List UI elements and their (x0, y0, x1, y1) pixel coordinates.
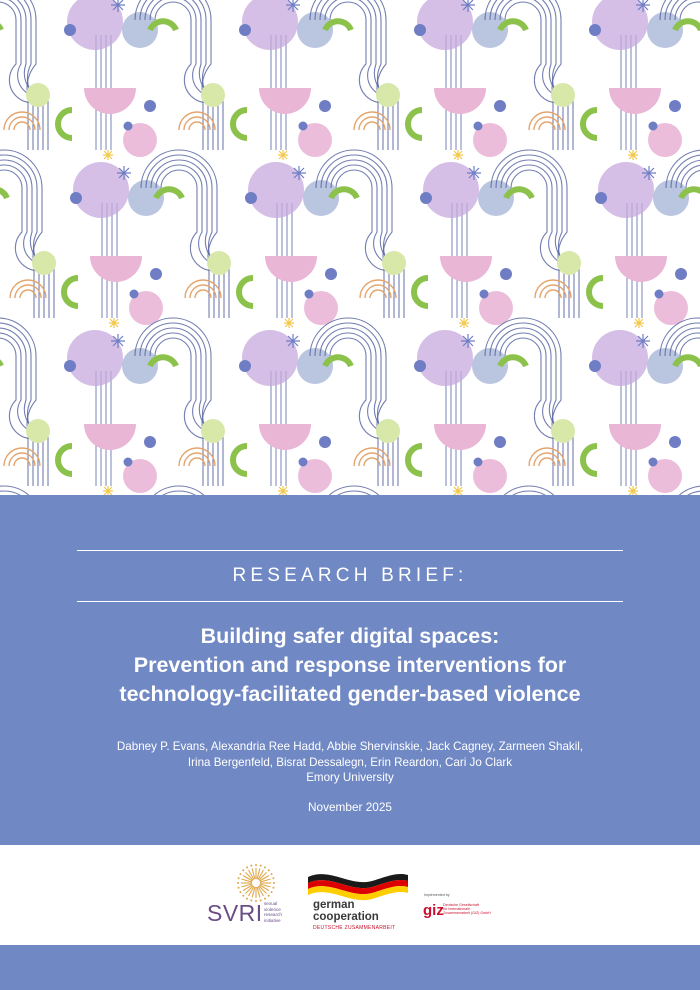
lime-circle (376, 83, 400, 107)
green-arc (408, 446, 422, 474)
green-arc (58, 446, 72, 474)
orange-arc (365, 285, 391, 298)
sparkle-icon (628, 486, 638, 495)
title-line: technology-facilitated gender-based violence (119, 682, 581, 706)
navy-dot (474, 458, 483, 467)
lime-circle (32, 251, 56, 275)
lime-circle (382, 251, 406, 275)
footer-bar (0, 945, 700, 990)
pink-half-circle (265, 256, 317, 282)
green-arc (233, 446, 247, 474)
title-band (0, 495, 700, 845)
gc-wordmark-line1: german (313, 899, 355, 911)
gc-subline: DEUTSCHE ZUSAMMENARBEIT (313, 925, 396, 931)
sparkle-icon (292, 166, 306, 180)
navy-dot (494, 100, 506, 112)
navy-dot (124, 122, 133, 131)
lavender-circle (67, 0, 123, 50)
orange-arc (359, 117, 385, 130)
lavender-circle (242, 0, 298, 50)
orange-arc (540, 285, 566, 298)
navy-dot (64, 24, 76, 36)
line-swirl (315, 323, 383, 486)
pink-half-circle (434, 88, 486, 114)
pattern-tile (485, 318, 700, 495)
green-arc (64, 278, 78, 306)
sparkle-icon (461, 334, 475, 348)
green-arc (150, 357, 176, 366)
sparkle-icon (628, 150, 638, 160)
sparkle-icon (459, 318, 469, 328)
green-arc (0, 21, 1, 30)
divider-top (77, 550, 623, 551)
pattern-tile (310, 318, 526, 495)
orange-arc (534, 453, 560, 466)
green-arc (589, 278, 603, 306)
sparkle-icon (278, 150, 288, 160)
lavender-circle (592, 0, 648, 50)
sparkle-icon (467, 166, 481, 180)
navy-dot (669, 436, 681, 448)
svri-wordmark: SVRI (207, 900, 263, 926)
pink-half-circle (84, 424, 136, 450)
sparkle-icon (453, 150, 463, 160)
line-swirl (146, 155, 214, 318)
navy-dot (500, 268, 512, 280)
pink-half-circle (259, 424, 311, 450)
green-arc (506, 189, 532, 198)
pattern-tile (0, 486, 182, 495)
pattern-tile (0, 0, 176, 160)
sparkle-icon (103, 150, 113, 160)
giz-name: Deutsche Gesellschaft für Internationale Zusammenarbeit (GIZ) GmbH (443, 903, 491, 916)
green-arc (0, 357, 1, 366)
divider-bottom (77, 601, 623, 602)
orange-arc (9, 117, 35, 130)
navy-dot (144, 436, 156, 448)
navy-dot (130, 290, 139, 299)
sparkle-icon (109, 318, 119, 328)
title-line: Prevention and response interventions for (133, 653, 567, 677)
line-swirl (321, 155, 389, 318)
navy-dot (474, 122, 483, 131)
line-swirl (490, 323, 558, 486)
green-arc (681, 189, 700, 198)
svri-tagline: sexual violence research initiative (264, 901, 282, 923)
green-arc (331, 189, 357, 198)
pink-half-circle (609, 88, 661, 114)
document-kicker: RESEARCH BRIEF: (232, 565, 468, 586)
orange-arc (534, 117, 560, 130)
lime-circle (201, 419, 225, 443)
sparkle-icon (284, 318, 294, 328)
line-swirl (0, 328, 38, 486)
navy-dot (595, 192, 607, 204)
navy-dot (420, 192, 432, 204)
navy-dot (319, 436, 331, 448)
navy-dot (305, 290, 314, 299)
navy-dot (64, 360, 76, 372)
navy-dot (589, 24, 601, 36)
pattern-tile (0, 318, 1, 495)
green-arc (150, 21, 176, 30)
green-arc (239, 278, 253, 306)
pattern-tile (135, 318, 351, 495)
green-arc (325, 357, 351, 366)
pattern-tile (491, 150, 700, 328)
navy-dot (239, 360, 251, 372)
pattern-tile (316, 150, 532, 328)
lime-circle (376, 419, 400, 443)
navy-dot (480, 290, 489, 299)
navy-dot (299, 122, 308, 131)
green-arc (58, 110, 72, 138)
green-arc (583, 110, 597, 138)
navy-dot (144, 100, 156, 112)
green-arc (156, 189, 182, 198)
pink-half-circle (434, 424, 486, 450)
green-arc (583, 446, 597, 474)
pattern-tile (0, 0, 1, 160)
navy-dot (414, 24, 426, 36)
pattern-tile (141, 150, 357, 328)
navy-dot (124, 458, 133, 467)
green-arc (408, 110, 422, 138)
orange-arc (359, 453, 385, 466)
pink-half-circle (615, 256, 667, 282)
green-arc (675, 357, 700, 366)
navy-dot (239, 24, 251, 36)
line-swirl (496, 155, 564, 318)
orange-arc (184, 453, 210, 466)
author-line: Irina Bergenfeld, Bisrat Dessalegn, Erin Reardon, Cari Jo Clark (187, 755, 513, 769)
pattern-tile (0, 150, 7, 328)
sparkle-icon (642, 166, 656, 180)
sparkle-icon (111, 334, 125, 348)
lime-circle (551, 83, 575, 107)
line-swirl (0, 0, 38, 150)
green-arc (325, 21, 351, 30)
lime-circle (207, 251, 231, 275)
lime-circle (201, 83, 225, 107)
sparkle-icon (286, 334, 300, 348)
sparkle-icon (636, 334, 650, 348)
sparkle-icon (453, 486, 463, 495)
lime-circle (26, 83, 50, 107)
lime-circle (26, 419, 50, 443)
publication-date: November 2025 (308, 800, 392, 814)
navy-dot (669, 100, 681, 112)
navy-dot (325, 268, 337, 280)
navy-dot (655, 290, 664, 299)
lavender-circle (417, 0, 473, 50)
navy-dot (675, 268, 687, 280)
affiliation: Emory University (306, 771, 394, 784)
sparkle-icon (278, 486, 288, 495)
author-line: Dabney P. Evans, Alexandria Ree Hadd, Abbie Shervinskie, Jack Cagney, Zarmeen Shakil, (116, 740, 584, 753)
pink-half-circle (84, 88, 136, 114)
giz-implemented-by: Implemented by (424, 893, 450, 897)
pink-half-circle (259, 88, 311, 114)
navy-dot (150, 268, 162, 280)
pattern-tile (0, 318, 176, 495)
lime-circle (557, 251, 581, 275)
logo-strip (0, 845, 700, 945)
sparkle-icon (634, 318, 644, 328)
green-arc (500, 357, 526, 366)
green-arc (0, 189, 7, 198)
green-arc (500, 21, 526, 30)
navy-dot (414, 360, 426, 372)
navy-dot (649, 122, 658, 131)
pattern-tile (0, 150, 182, 328)
navy-dot (245, 192, 257, 204)
orange-arc (190, 285, 216, 298)
navy-dot (70, 192, 82, 204)
orange-arc (9, 453, 35, 466)
pink-half-circle (609, 424, 661, 450)
title-line: Building safer digital spaces: (200, 624, 500, 648)
navy-dot (589, 360, 601, 372)
navy-dot (494, 436, 506, 448)
navy-dot (319, 100, 331, 112)
lime-circle (551, 419, 575, 443)
sparkle-icon (117, 166, 131, 180)
sparkle-icon (103, 486, 113, 495)
orange-arc (15, 285, 41, 298)
green-arc (233, 110, 247, 138)
pink-half-circle (440, 256, 492, 282)
author-list (0, 739, 700, 786)
line-swirl (0, 486, 42, 495)
pink-half-circle (90, 256, 142, 282)
orange-arc (184, 117, 210, 130)
navy-dot (299, 458, 308, 467)
line-swirl (140, 323, 208, 486)
giz-wordmark: giz (423, 902, 444, 919)
green-arc (414, 278, 428, 306)
gc-wordmark-line2: cooperation (313, 911, 379, 923)
navy-dot (649, 458, 658, 467)
document-title (0, 622, 700, 709)
green-arc (675, 21, 700, 30)
